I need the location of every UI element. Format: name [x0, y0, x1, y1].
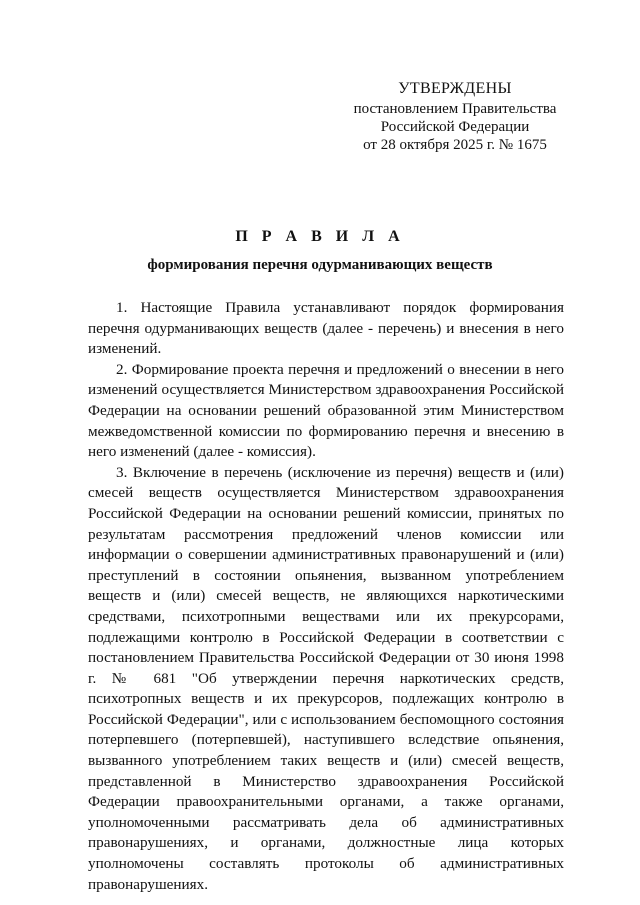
paragraph-2: 2. Формирование проекта перечня и предложений о внесении в него изменений осуществляется Министерством здравоохранения Российской Федерации на основании решений образованной этим Министерством межведомственной комиссии по формированию перечня и внесению в него изменений (далее - комиссия). — [88, 360, 564, 461]
paragraph-3: 3. Включение в перечень (исключение из перечня) веществ и (или) смесей веществ осуществляется Министерством здравоохранения Российской Федерации на основании решений комиссии, принятых по результатам рассмотрения предложений членов комиссии или информации о совершении административных правонарушений и (или) преступлений в состоянии опьянения, вызванном употреблением веществ и (или) смесей веществ, не являющихся наркотическими средствами, психотропными веществами или их прекурсорами, подлежащими контролю в Российской Федерации в соответствии с постановлением Правительства Российской Федерации от 30 июня 1998 г. № 681 "Об утверждении перечня наркотических средств, психотропных веществ и их прекурсоров, подлежащих контролю в Российской Федерации", или с использованием беспомощного состояния потерпевшего (потерпевшей), наступившего вследствие опьянения, вызванного употреблением таких веществ и (или) смесей веществ, представленной в Министерство здравоохранения Российской Федерации правоохранительными органами, а также органами, уполномоченными рассматривать дела об административных правонарушениях, и органами, должностные лица которых уполномочены составлять протоколы об административных правонарушениях. — [88, 463, 564, 893]
document-subtitle: формирования перечня одурманивающих веществ — [147, 257, 493, 273]
paragraph-1: 1. Настоящие Правила устанавливают порядок формирования перечня одурманивающих веществ (далее - перечень) и внесения в него изменений. — [88, 299, 564, 358]
document-title: П Р А В И Л А — [235, 228, 405, 245]
document-header — [0, 227, 640, 275]
document-body — [88, 298, 564, 895]
approval-line-2: Российской Федерации — [380, 119, 530, 135]
approval-stamp — [325, 80, 585, 154]
approval-heading: УТВЕРЖДЕНЫ — [398, 80, 512, 97]
approval-line-1: постановлением Правительства — [353, 101, 557, 117]
approval-line-3: от 28 октября 2025 г. № 1675 — [363, 137, 547, 153]
